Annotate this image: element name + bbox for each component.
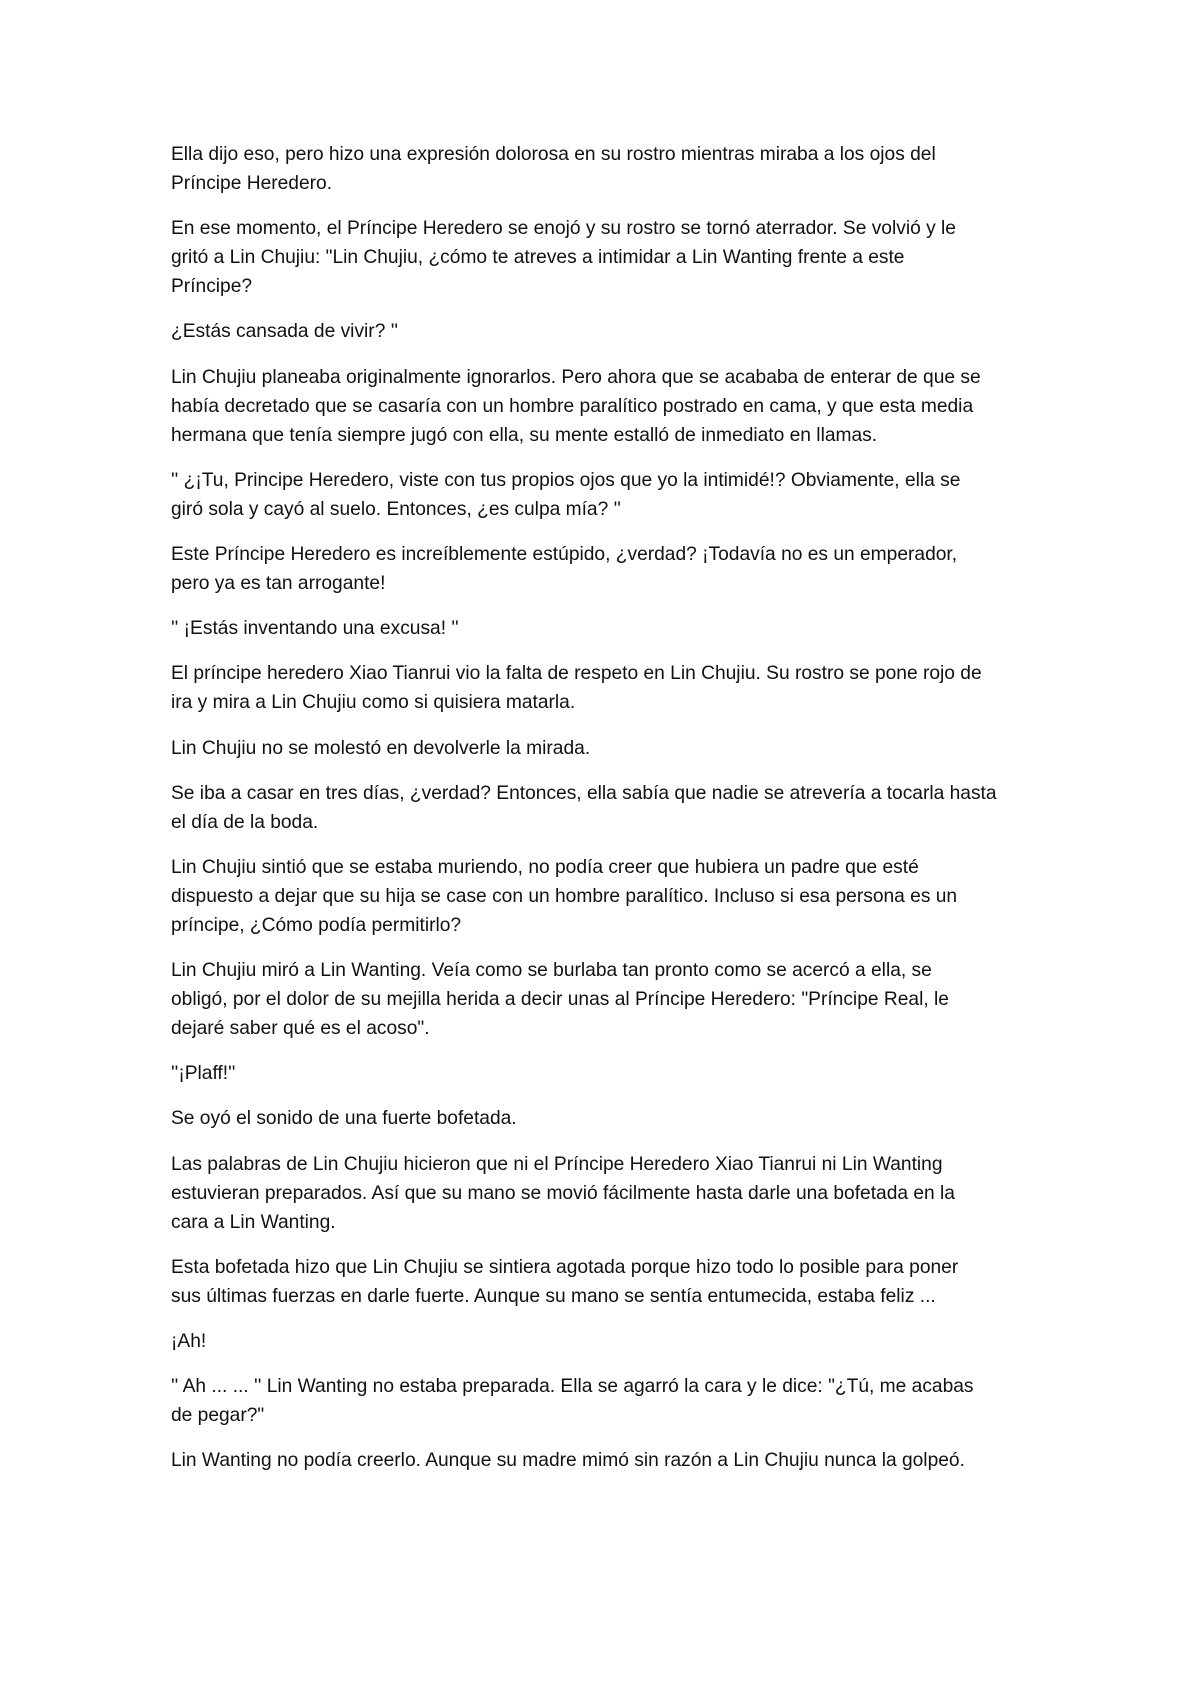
paragraph: Ella dijo eso, pero hizo una expresión dolorosa en su rostro mientras miraba a los ojos del Príncipe Heredero.: [171, 144, 936, 195]
paragraph: El príncipe heredero Xiao Tianrui vio la falta de respeto en Lin Chujiu. Su rostro se pone rojo de ira y mira a Lin Chujiu como si quisiera matarla.: [171, 663, 982, 714]
paragraph: Lin Wanting no podía creerlo. Aunque su madre mimó sin razón a Lin Chujiu nunca la golpeó.: [171, 1450, 965, 1472]
paragraph: Se iba a casar en tres días, ¿verdad? Entonces, ella sabía que nadie se atrevería a tocarla hasta el día de la boda.: [171, 782, 997, 833]
paragraph: ¿Estás cansada de vivir? '': [171, 321, 399, 343]
paragraph: Lin Chujiu sintió que se estaba muriendo, no podía creer que hubiera un padre que esté dispuesto a dejar que su hija se case con un hombre paralítico. Incluso si esa persona es un príncipe, ¿Cómo podía permitirlo?: [171, 856, 958, 936]
document-body: [171, 140, 1037, 1491]
paragraph: Este Príncipe Heredero es increíblemente estúpido, ¿verdad? ¡Todavía no es un emperador, pero ya es tan arrogante!: [171, 544, 958, 595]
paragraph: ''¡Plaff!'': [171, 1063, 236, 1085]
paragraph: Lin Chujiu planeaba originalmente ignorarlos. Pero ahora que se acababa de enterar de que se había decretado que se casaría con un hombre paralítico postrado en cama, y que esta media hermana que tenía siempre jugó con ella, su mente estalló de inmediato en llamas.: [171, 366, 981, 446]
paragraph: '' Ah ... ... '' Lin Wanting no estaba preparada. Ella se agarró la cara y le dice: "¿Tú, me acabas de pegar?": [171, 1376, 974, 1427]
paragraph: Esta bofetada hizo que Lin Chujiu se sintiera agotada porque hizo todo lo posible para poner sus últimas fuerzas en darle fuerte. Aunque su mano se sentía entumecida, estaba feliz ...: [171, 1256, 959, 1307]
paragraph: Las palabras de Lin Chujiu hicieron que ni el Príncipe Heredero Xiao Tianrui ni Lin Wanting estuvieran preparados. Así que su mano se movió fácilmente hasta darle una bofetada en la cara a Lin Wanting.: [171, 1153, 955, 1233]
paragraph: Lin Chujiu no se molestó en devolverle la mirada.: [171, 737, 591, 759]
paragraph: '' ¿¡Tu, Principe Heredero, viste con tus propios ojos que yo la intimidé!? Obviamente, ella se giró sola y cayó al suelo. Entonces, ¿es culpa mía? '': [171, 469, 961, 520]
paragraph: En ese momento, el Príncipe Heredero se enojó y su rostro se tornó aterrador. Se volvió y le gritó a Lin Chujiu: "Lin Chujiu, ¿cómo te atreves a intimidar a Lin Wanting frente a este Príncipe?: [171, 218, 956, 298]
paragraph: Lin Chujiu miró a Lin Wanting. Veía como se burlaba tan pronto como se acercó a ella, se obligó, por el dolor de su mejilla herida a decir unas al Príncipe Heredero: "Príncipe Real, le dejaré saber qué es el acoso".: [171, 960, 949, 1040]
paragraph: Se oyó el sonido de una fuerte bofetada.: [171, 1108, 517, 1130]
paragraph: ¡Ah!: [171, 1331, 207, 1352]
paragraph: '' ¡Estás inventando una excusa! '': [171, 618, 459, 640]
